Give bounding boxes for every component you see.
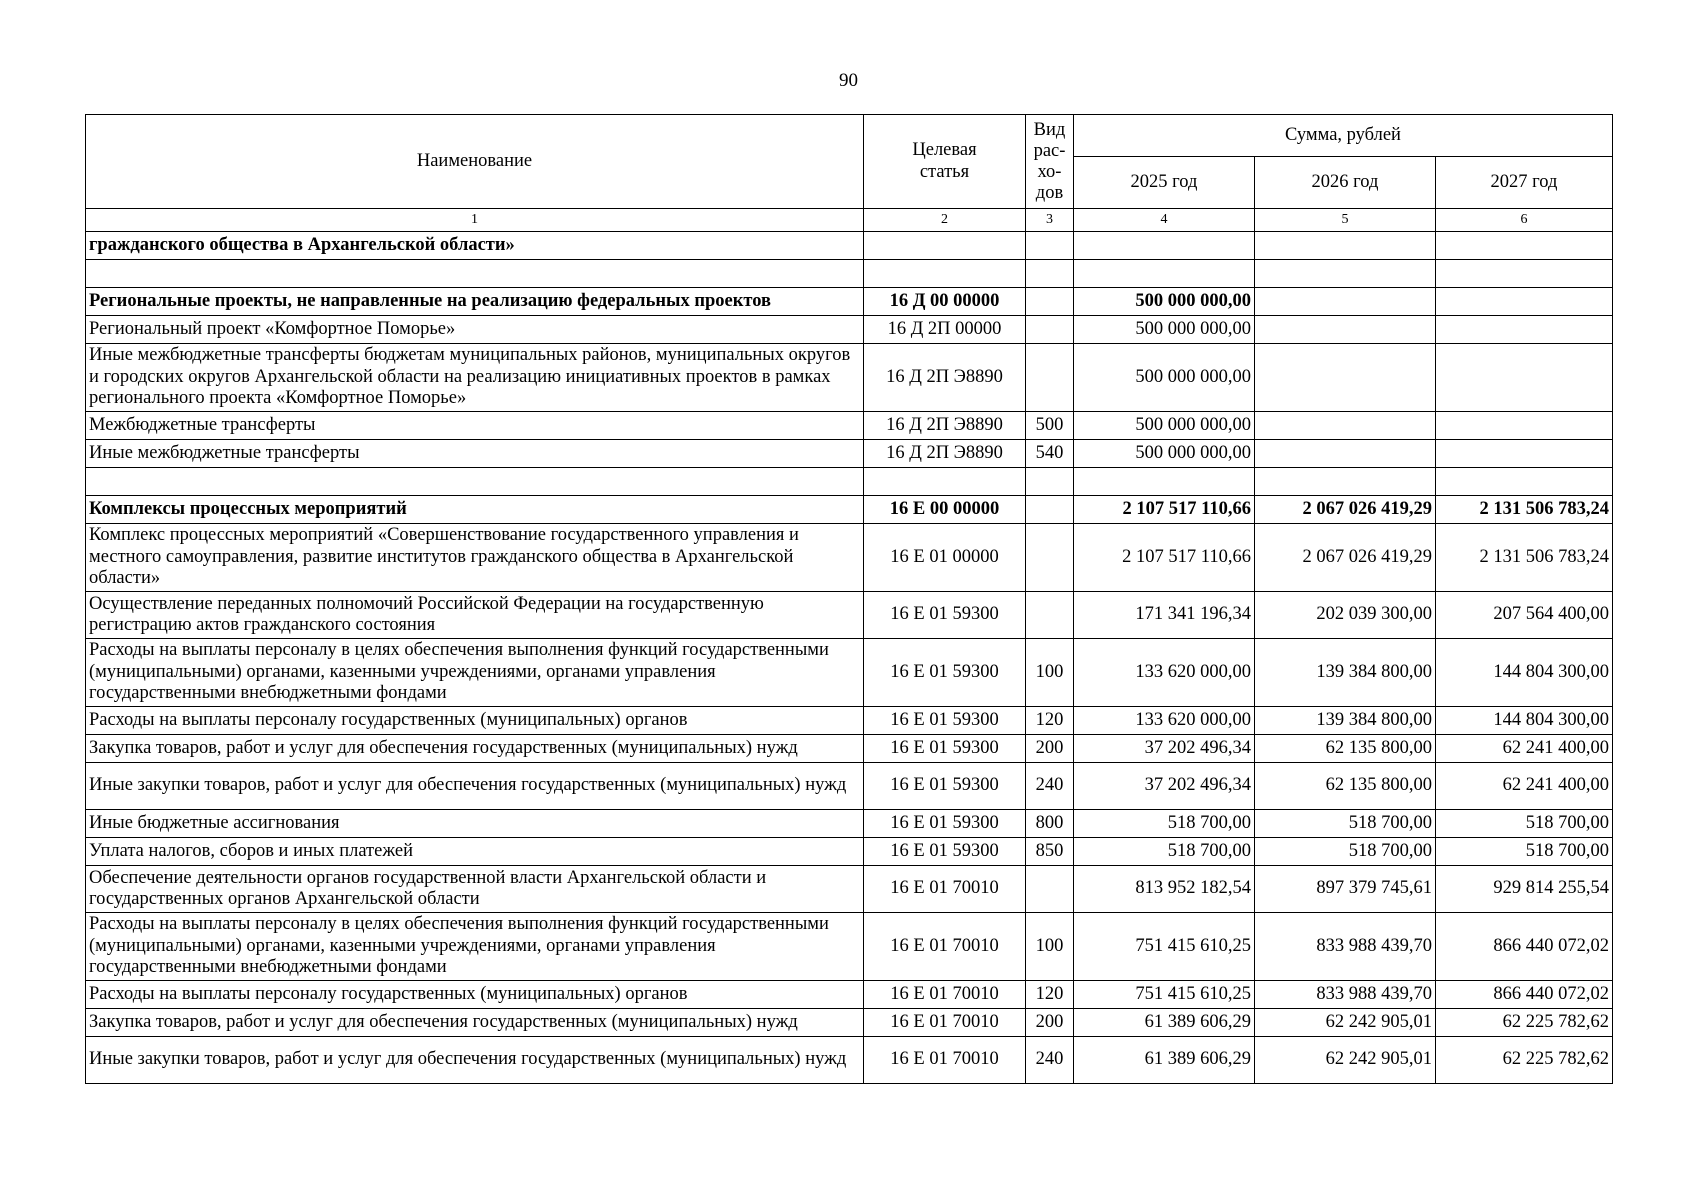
header-year-2026: 2026 год	[1255, 157, 1436, 209]
cell-sum-2025: 500 000 000,00	[1074, 316, 1255, 344]
cell-sum-2026: 2 067 026 419,29	[1255, 496, 1436, 524]
cell-sum-2025: 500 000 000,00	[1074, 344, 1255, 412]
cell-target-article: 16 Д 00 00000	[864, 288, 1026, 316]
cell-sum-2025	[1074, 232, 1255, 260]
table-row	[86, 468, 1613, 496]
table-row	[86, 260, 1613, 288]
cell-sum-2026: 833 988 439,70	[1255, 913, 1436, 981]
cell-sum-2026: 202 039 300,00	[1255, 592, 1436, 639]
header-target-line1: Целевая	[912, 140, 977, 160]
cell-expense-type	[1026, 496, 1074, 524]
cell-sum-2027: 207 564 400,00	[1436, 592, 1613, 639]
header-expense-type	[1026, 115, 1074, 209]
table-row	[86, 1037, 1613, 1084]
table-row	[86, 288, 1613, 316]
table-row	[86, 763, 1613, 810]
table-row	[86, 440, 1613, 468]
cell-sum-2025: 500 000 000,00	[1074, 288, 1255, 316]
cell-sum-2027: 144 804 300,00	[1436, 639, 1613, 707]
table-body	[86, 232, 1613, 1084]
cell-sum-2025: 61 389 606,29	[1074, 1009, 1255, 1037]
cell-name: Региональный проект «Комфортное Поморье»	[86, 316, 864, 344]
cell-expense-type	[1026, 524, 1074, 592]
cell-sum-2027: 62 241 400,00	[1436, 763, 1613, 810]
cell-expense-type	[1026, 316, 1074, 344]
cell-sum-2025: 751 415 610,25	[1074, 981, 1255, 1009]
cell-sum-2026: 2 067 026 419,29	[1255, 524, 1436, 592]
cell-target-article: 16 Е 01 59300	[864, 639, 1026, 707]
budget-table	[85, 114, 1613, 1084]
cell-target-article: 16 Е 01 70010	[864, 913, 1026, 981]
cell-target-article: 16 Е 01 70010	[864, 866, 1026, 913]
cell-sum-2026: 62 135 800,00	[1255, 763, 1436, 810]
table-row	[86, 810, 1613, 838]
cell-sum-2027: 2 131 506 783,24	[1436, 524, 1613, 592]
cell-expense-type: 850	[1026, 838, 1074, 866]
cell-expense-type: 200	[1026, 1009, 1074, 1037]
cell-sum-2027	[1436, 316, 1613, 344]
header-type-line1: Вид	[1033, 119, 1066, 140]
cell-sum-2027	[1436, 344, 1613, 412]
header-type-line3: хо-	[1037, 161, 1062, 182]
cell-sum-2027: 518 700,00	[1436, 810, 1613, 838]
header-type-line2: рас-	[1033, 140, 1066, 161]
column-index: 1	[86, 209, 864, 232]
cell-sum-2025	[1074, 468, 1255, 496]
header-year-2025: 2025 год	[1074, 157, 1255, 209]
cell-expense-type: 800	[1026, 810, 1074, 838]
cell-target-article	[864, 232, 1026, 260]
cell-sum-2026	[1255, 344, 1436, 412]
cell-sum-2027	[1436, 260, 1613, 288]
cell-expense-type: 240	[1026, 763, 1074, 810]
table-row	[86, 496, 1613, 524]
cell-sum-2027: 929 814 255,54	[1436, 866, 1613, 913]
cell-sum-2027	[1436, 440, 1613, 468]
header-target-line2: статья	[919, 161, 970, 182]
cell-sum-2026: 62 242 905,01	[1255, 1009, 1436, 1037]
cell-sum-2025	[1074, 260, 1255, 288]
cell-name: Расходы на выплаты персоналу в целях обеспечения выполнения функций государственными (муниципальными) органами, казенными учреждениями, органами управления государственными внебюджетными фондами	[86, 913, 864, 981]
cell-sum-2025: 2 107 517 110,66	[1074, 496, 1255, 524]
cell-sum-2025: 133 620 000,00	[1074, 707, 1255, 735]
cell-expense-type: 500	[1026, 412, 1074, 440]
header-target-article	[864, 115, 1026, 209]
cell-sum-2027: 62 225 782,62	[1436, 1037, 1613, 1084]
cell-name: Расходы на выплаты персоналу государственных (муниципальных) органов	[86, 707, 864, 735]
cell-sum-2027: 62 241 400,00	[1436, 735, 1613, 763]
cell-target-article: 16 Е 01 59300	[864, 735, 1026, 763]
cell-sum-2025: 37 202 496,34	[1074, 763, 1255, 810]
cell-name: Иные межбюджетные трансферты бюджетам муниципальных районов, муниципальных округов и городских округов Архангельской области на реализацию инициативных проектов в рамках регионального проекта «Комфортное Поморье»	[86, 344, 864, 412]
table-header	[86, 115, 1613, 232]
cell-expense-type: 240	[1026, 1037, 1074, 1084]
cell-name: Расходы на выплаты персоналу государственных (муниципальных) органов	[86, 981, 864, 1009]
header-year-2027: 2027 год	[1436, 157, 1613, 209]
cell-name: Уплата налогов, сборов и иных платежей	[86, 838, 864, 866]
table-row	[86, 981, 1613, 1009]
cell-sum-2026: 139 384 800,00	[1255, 707, 1436, 735]
cell-expense-type	[1026, 288, 1074, 316]
table-row	[86, 838, 1613, 866]
cell-sum-2026: 62 135 800,00	[1255, 735, 1436, 763]
cell-target-article: 16 Е 01 59300	[864, 592, 1026, 639]
column-index: 3	[1026, 209, 1074, 232]
table-row	[86, 913, 1613, 981]
cell-sum-2027	[1436, 468, 1613, 496]
cell-sum-2025: 61 389 606,29	[1074, 1037, 1255, 1084]
column-index-row	[86, 209, 1613, 232]
cell-target-article: 16 Е 01 70010	[864, 1037, 1026, 1084]
cell-name: гражданского общества в Архангельской области»	[86, 232, 864, 260]
cell-sum-2026: 139 384 800,00	[1255, 639, 1436, 707]
cell-sum-2027: 866 440 072,02	[1436, 913, 1613, 981]
table-row	[86, 232, 1613, 260]
cell-expense-type	[1026, 468, 1074, 496]
cell-name: Региональные проекты, не направленные на реализацию федеральных проектов	[86, 288, 864, 316]
cell-name: Комплексы процессных мероприятий	[86, 496, 864, 524]
table-row	[86, 735, 1613, 763]
cell-target-article: 16 Д 2П Э8890	[864, 412, 1026, 440]
cell-sum-2027: 144 804 300,00	[1436, 707, 1613, 735]
cell-target-article: 16 Е 01 00000	[864, 524, 1026, 592]
cell-sum-2027: 2 131 506 783,24	[1436, 496, 1613, 524]
cell-target-article: 16 Е 01 70010	[864, 1009, 1026, 1037]
table-row	[86, 316, 1613, 344]
cell-target-article: 16 Д 2П Э8890	[864, 440, 1026, 468]
cell-name: Закупка товаров, работ и услуг для обеспечения государственных (муниципальных) нужд	[86, 735, 864, 763]
column-index: 4	[1074, 209, 1255, 232]
cell-sum-2026	[1255, 316, 1436, 344]
cell-target-article: 16 Е 01 59300	[864, 838, 1026, 866]
cell-sum-2025: 133 620 000,00	[1074, 639, 1255, 707]
cell-sum-2026	[1255, 440, 1436, 468]
cell-target-article	[864, 260, 1026, 288]
cell-sum-2027: 518 700,00	[1436, 838, 1613, 866]
table-row	[86, 1009, 1613, 1037]
cell-name: Иные межбюджетные трансферты	[86, 440, 864, 468]
cell-name: Закупка товаров, работ и услуг для обеспечения государственных (муниципальных) нужд	[86, 1009, 864, 1037]
header-type-line4: дов	[1035, 182, 1064, 203]
cell-sum-2027	[1436, 232, 1613, 260]
cell-name: Межбюджетные трансферты	[86, 412, 864, 440]
cell-name: Комплекс процессных мероприятий «Совершенствование государственного управления и местного самоуправления, развитие институтов гражданского общества в Архангельской области»	[86, 524, 864, 592]
cell-name	[86, 468, 864, 496]
cell-expense-type	[1026, 232, 1074, 260]
cell-sum-2026: 897 379 745,61	[1255, 866, 1436, 913]
cell-sum-2027	[1436, 412, 1613, 440]
cell-sum-2025: 813 952 182,54	[1074, 866, 1255, 913]
cell-target-article: 16 Д 2П Э8890	[864, 344, 1026, 412]
table-row	[86, 592, 1613, 639]
page-number: 90	[839, 70, 858, 91]
cell-sum-2025: 518 700,00	[1074, 838, 1255, 866]
cell-name: Осуществление переданных полномочий Российской Федерации на государственную регистрацию актов гражданского состояния	[86, 592, 864, 639]
cell-name: Иные закупки товаров, работ и услуг для обеспечения государственных (муниципальных) нужд	[86, 763, 864, 810]
cell-target-article	[864, 468, 1026, 496]
cell-sum-2026: 518 700,00	[1255, 810, 1436, 838]
cell-sum-2025: 500 000 000,00	[1074, 412, 1255, 440]
cell-expense-type: 100	[1026, 639, 1074, 707]
cell-name: Расходы на выплаты персоналу в целях обеспечения выполнения функций государственными (муниципальными) органами, казенными учреждениями, органами управления государственными внебюджетными фондами	[86, 639, 864, 707]
table-row	[86, 707, 1613, 735]
cell-sum-2027: 866 440 072,02	[1436, 981, 1613, 1009]
cell-sum-2025: 171 341 196,34	[1074, 592, 1255, 639]
cell-target-article: 16 Е 01 70010	[864, 981, 1026, 1009]
cell-sum-2026	[1255, 260, 1436, 288]
table-row	[86, 639, 1613, 707]
cell-target-article: 16 Е 01 59300	[864, 810, 1026, 838]
column-index: 2	[864, 209, 1026, 232]
column-index: 6	[1436, 209, 1613, 232]
cell-expense-type	[1026, 866, 1074, 913]
header-sum: Сумма, рублей	[1074, 115, 1613, 157]
cell-sum-2026: 833 988 439,70	[1255, 981, 1436, 1009]
cell-target-article: 16 Е 00 00000	[864, 496, 1026, 524]
cell-target-article: 16 Е 01 59300	[864, 707, 1026, 735]
column-index: 5	[1255, 209, 1436, 232]
cell-target-article: 16 Д 2П 00000	[864, 316, 1026, 344]
cell-sum-2025: 518 700,00	[1074, 810, 1255, 838]
cell-sum-2025: 500 000 000,00	[1074, 440, 1255, 468]
cell-sum-2026	[1255, 412, 1436, 440]
table-row	[86, 524, 1613, 592]
cell-expense-type	[1026, 592, 1074, 639]
cell-sum-2027: 62 225 782,62	[1436, 1009, 1613, 1037]
cell-name: Иные закупки товаров, работ и услуг для обеспечения государственных (муниципальных) нужд	[86, 1037, 864, 1084]
table-row	[86, 412, 1613, 440]
cell-name	[86, 260, 864, 288]
cell-expense-type: 120	[1026, 707, 1074, 735]
cell-expense-type	[1026, 344, 1074, 412]
cell-sum-2025: 37 202 496,34	[1074, 735, 1255, 763]
cell-sum-2026	[1255, 468, 1436, 496]
cell-expense-type: 540	[1026, 440, 1074, 468]
cell-sum-2026: 62 242 905,01	[1255, 1037, 1436, 1084]
cell-sum-2025: 2 107 517 110,66	[1074, 524, 1255, 592]
cell-name: Иные бюджетные ассигнования	[86, 810, 864, 838]
cell-expense-type: 120	[1026, 981, 1074, 1009]
cell-sum-2025: 751 415 610,25	[1074, 913, 1255, 981]
header-name: Наименование	[86, 115, 864, 209]
cell-sum-2026	[1255, 232, 1436, 260]
cell-expense-type: 200	[1026, 735, 1074, 763]
table-row	[86, 866, 1613, 913]
cell-sum-2026	[1255, 288, 1436, 316]
cell-name: Обеспечение деятельности органов государственной власти Архангельской области и государственных органов Архангельской области	[86, 866, 864, 913]
cell-expense-type: 100	[1026, 913, 1074, 981]
cell-sum-2027	[1436, 288, 1613, 316]
cell-sum-2026: 518 700,00	[1255, 838, 1436, 866]
cell-target-article: 16 Е 01 59300	[864, 763, 1026, 810]
table-row	[86, 344, 1613, 412]
cell-expense-type	[1026, 260, 1074, 288]
